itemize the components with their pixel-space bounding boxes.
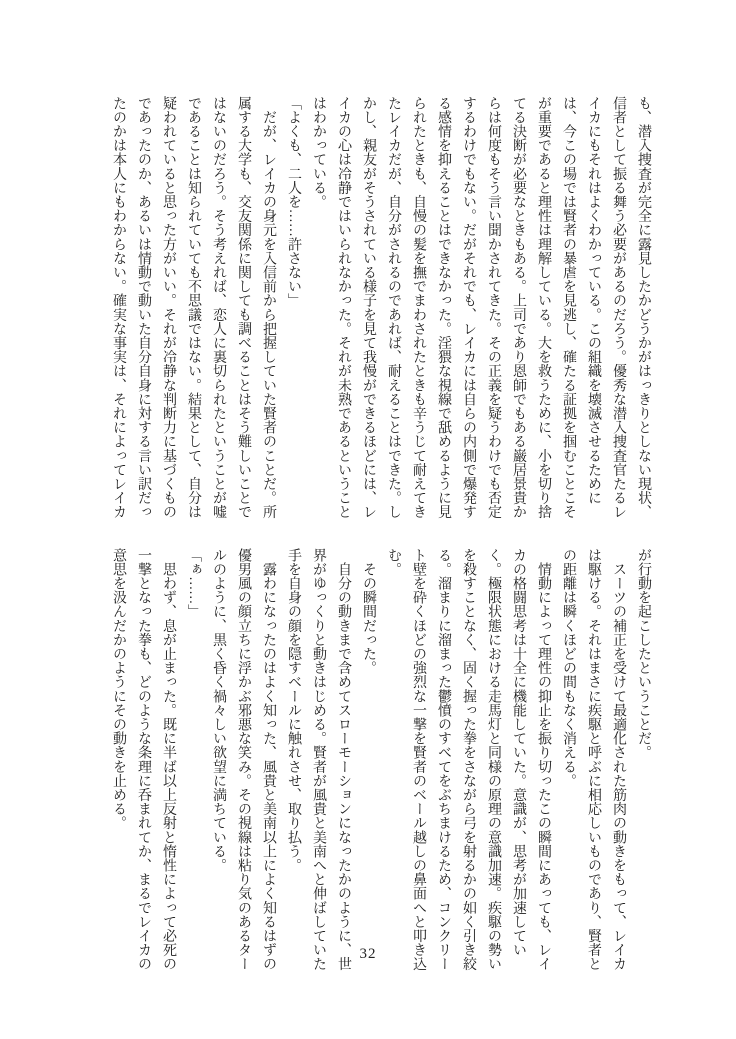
text-line: る感情を抑えることはできなかった。淫猥な視線で舐めるように見 (436, 96, 451, 519)
text-block-bottom (106, 548, 656, 972)
text-line: 信者として振る舞う必要があるのだろう。優秀な潜入捜査官たるレ (611, 96, 626, 519)
text-line: が行動を起こしたということだ。 (636, 548, 651, 760)
text-line: イカの心は冷静ではいられなかった。それが未熟であるということ (336, 96, 351, 519)
text-line: 属する大学も、交友関係に関しても調べることはそう難しいことで (236, 96, 251, 519)
text-line: スーツの補正を受けて最適化された筋肉の動きをもって、レイカ (611, 548, 626, 971)
text-line: であることは知られていても不思議ではない。結果として、自分は (186, 96, 201, 519)
text-line: らは何度もそう言い聞かされてきた。その正義を疑うわけでも否定 (486, 96, 501, 519)
text-line: カの格闘思考は十全に機能していた。意識が、思考が加速してい (511, 548, 526, 957)
text-line: たのかは本人にもわからない。確実な事実は、それによってレイカ (111, 96, 126, 519)
text-line: 優男風の顔立ちに浮かぶ邪悪な笑み。その視線は粘り気のあるター (236, 548, 251, 971)
text-line: 「ぁ……」 (186, 548, 201, 619)
text-line: 疑われていると思った方がいい。それが冷静な判断力に基づくもの (161, 96, 176, 519)
text-line: その瞬間だった。 (361, 548, 376, 675)
text-line: ト壁を砕くほどの強烈な一撃を賢者のベール越しの鼻面へと叩き込 (411, 548, 426, 971)
text-line: イカにもそれはよくわかっている。この組織を壊滅させるために (586, 96, 601, 505)
text-line: 手を自身の顔を隠すベールに触れさせ、取り払う。 (286, 548, 301, 873)
text-line: を殺すことなく、固く握った拳をさながら弓を射るかの如く引き絞 (461, 548, 476, 971)
text-line: 界がゆっくりと動きはじめる。賢者が風貴と美南へと伸ばしていた (311, 548, 326, 971)
text-line: かし、親友がそうされている様子を見て我慢ができるほどには、レ (361, 96, 376, 519)
text-line: するわけでもない。だがそれでも、レイカには自らの内側で爆発す (461, 96, 476, 519)
text-line: だが、レイカの身元を入信前から把握していた賢者のことだ。所 (261, 96, 276, 519)
text-line: も、潜入捜査が完全に露見したかどうかがはっきりとしない現状、 (636, 96, 651, 519)
text-line: 思わず、息が止まった。既に半ば以上反射と惰性によって必死の (161, 548, 176, 971)
text-line: はないのだろう。そう考えれば、恋人に裏切られたということが嘘 (211, 96, 226, 519)
text-line: であったのか、あるいは情動で動いた自分自身に対する言い訳だっ (136, 96, 151, 519)
text-line: てる決断が必要なときもある。上司であり恩師でもある巌居景貴か (511, 96, 526, 519)
text-line: ルのように、黒く昏く禍々しい欲望に満ちている。 (211, 548, 226, 873)
text-line: が重要であると理性は理解している。大を救うために、小を切り捨 (536, 96, 551, 519)
text-line: は駆ける。それはまさに疾駆と呼ぶに相応しいものであり、賢者と (586, 548, 601, 971)
text-line: の距離は瞬くほどの間もなく消える。 (561, 548, 576, 788)
text-line: く。極限状態における走馬灯と同様の原理の意識加速。疾駆の勢い (486, 548, 501, 971)
text-line: 一撃となった拳も、どのような条理に呑まれてか、まるでレイカの (136, 548, 151, 971)
text-line: られたときも、自慢の髪を撫でまわされたときも辛うじて耐えてき (411, 96, 426, 519)
text-line: 自分の動きまで含めてスローモーションになったかのように、世 (336, 548, 351, 971)
page-number: 32 (359, 946, 377, 962)
text-line: る。溜まりに溜まった鬱憤のすべてをぶちまけるため、コンクリー (436, 548, 451, 971)
text-line: はわかっている。 (311, 96, 326, 209)
text-line: 意思を汲んだかのようにその動きを止める。 (111, 548, 126, 830)
text-line: は、今この場では賢者の暴虐を見逃し、確たる証拠を掴むことこそ (561, 96, 576, 519)
text-line: 露わになったのはよく知った、風貴と美南以上によく知るはずの (261, 548, 276, 971)
text-line: む。 (386, 548, 401, 577)
text-block-top (106, 96, 656, 520)
text-line: 情動によって理性の抑止を振り切ったこの瞬間にあっても、レイ (536, 548, 551, 971)
text-line: たレイカだが、自分がされるのであれば、耐えることはできた。し (386, 96, 401, 519)
text-line: 「よくも、二人を……許さない」 (286, 96, 301, 308)
